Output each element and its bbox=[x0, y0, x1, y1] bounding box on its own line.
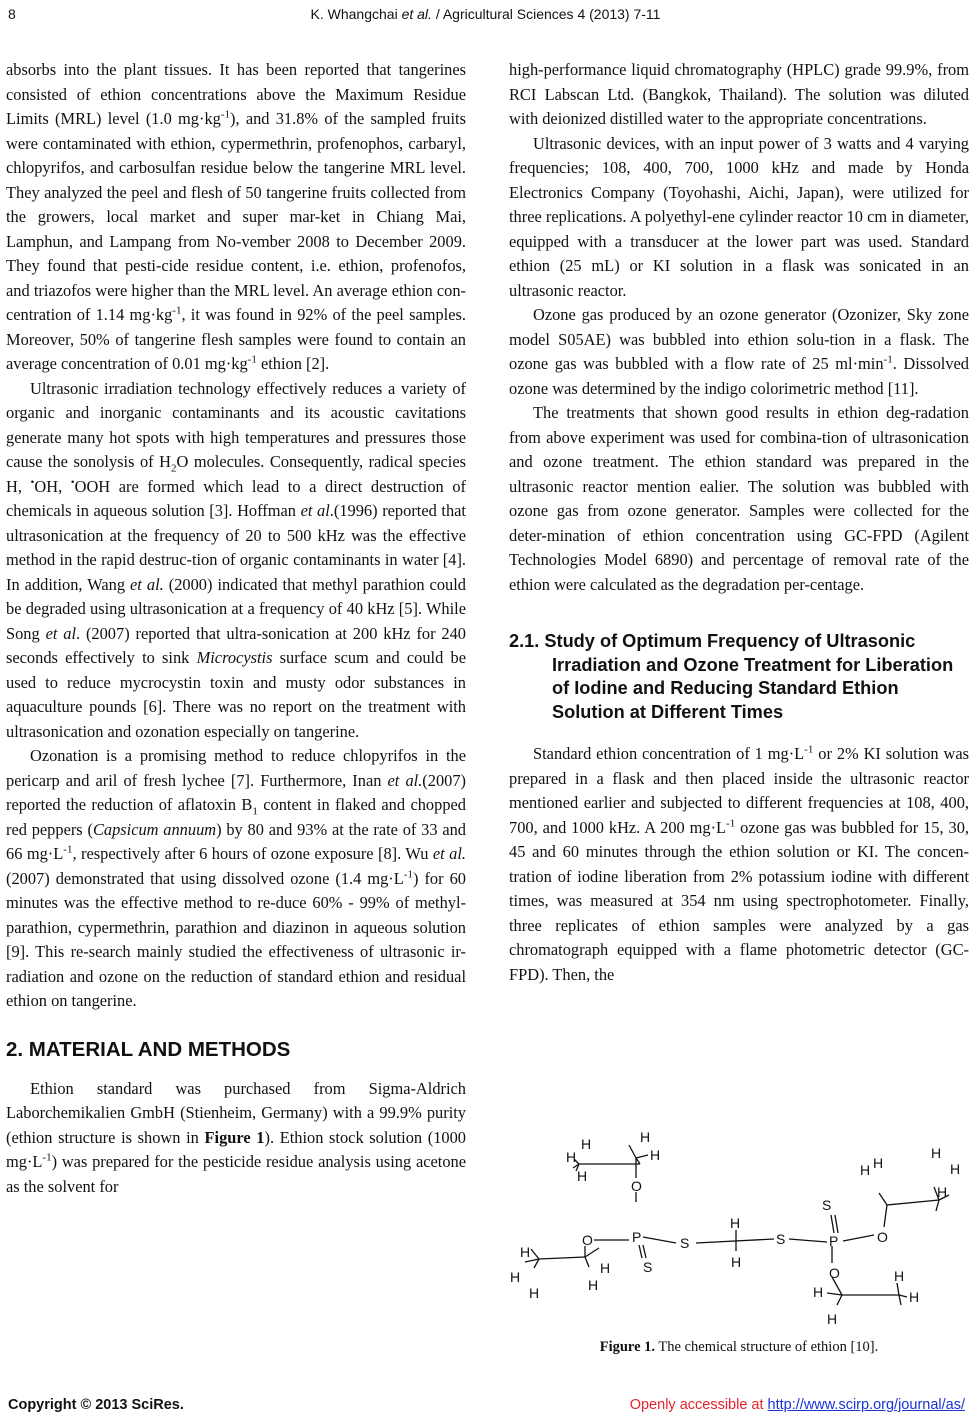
atom-h: H bbox=[650, 1147, 661, 1163]
atom-h: H bbox=[581, 1136, 592, 1152]
atom-h: H bbox=[909, 1289, 920, 1305]
atom-s: S bbox=[822, 1197, 832, 1213]
atom-p: P bbox=[632, 1229, 642, 1245]
atom-h: H bbox=[860, 1162, 871, 1178]
atom-h: H bbox=[600, 1260, 611, 1276]
atom-h: H bbox=[730, 1215, 741, 1231]
access-statement: Openly accessible at http://www.scirp.org/journal/as/ bbox=[629, 1397, 965, 1413]
atom-s: S bbox=[776, 1231, 786, 1247]
paragraph: Ozone gas produced by an ozone generator (Ozonizer, Sky zone model S05AE) was bubbled into ethion solu-tion in a flask. The ozone gas was bubbled with a flow rate of 25 $ml\cdot\min^{-1}$. Dissolved ozone was determined by the indigo colorimetric method [11]. bbox=[509, 305, 969, 398]
paragraph: Standard ethion concentration of 1 $mg\cdot L^{-1}$ or 2% KI solution was prepared in a flask and then placed inside the ultrasonic reactor mentioned earlier and subjected to different frequencies at 108, 400, 700, and 1000 kHz. A 200 $mg\cdot L^{-1}$ ozone gas was bubbled for 15, 30, 45 and 60 minutes through the ethion solution or KI. The concen-tration of iodine liberation from 2% potassium iodine with different times, was measured at 354 nm using spectrophotometer. Finally, three replicates of ethion samples were analyzed by a gas chromatograph equipped with a flame photometric detector (GC-FPD). Then, the bbox=[509, 743, 969, 984]
page-header bbox=[0, 4, 971, 26]
atom-h: H bbox=[640, 1129, 651, 1145]
atom-h: H bbox=[873, 1155, 884, 1171]
paragraph: Ethion standard was purchased from Sigma-Aldrich Laborchemikalien GmbH (Stienheim, Germany) with a 99.9% purity (ethion structure is shown in Figure 1). Ethion stock solution (1000 $mg\cdot L^{-1}$) was prepared for the pesticide residue analysis using acetone as the solvent for bbox=[6, 1078, 466, 1196]
atom-o: O bbox=[877, 1229, 888, 1245]
paragraph: Ozonation is a promising method to reduce chlopyrifos in the pericarp and aril of fresh lychee [7]. Furthermore, Inan et al.(2007) reported the reduction of aflatoxin $B_1$ content in flaked and chopped red peppers (Capsicum annuum) by 80 and 93% at the rate of 33 and 66 $mg\cdot L^{-1}$, respectively after 6 hours of ozone exposure [8]. Wu et al. (2007) demonstrated that using dissolved ozone (1.4 $mg\cdot L^{-1}$) for 60 minutes was the effective method to re-duce 60% - 99% of methyl-parathion, cypermethrin, parathion and diazinon in aqueous solution [9]. This re-search mainly studied the effectiveness of ultrasonic ir-radiation and ozone on the reduction of standard ethion and residual ethion on tangerine. bbox=[6, 746, 467, 1010]
page-number: 8 bbox=[8, 6, 16, 22]
atom-h: H bbox=[894, 1268, 905, 1284]
copyright-notice: Copyright © 2013 SciRes. bbox=[8, 1397, 184, 1413]
journal-link[interactable]: http://www.scirp.org/journal/as/ bbox=[767, 1397, 965, 1413]
section-heading: 2. MATERIAL AND METHODS bbox=[6, 1037, 291, 1061]
atom-o: O bbox=[829, 1265, 840, 1281]
paragraph: high-performance liquid chromatography (HPLC) grade 99.9%, from RCI Labscan Ltd. (Bangkok, Thailand). The solution was diluted with deionized distilled water to the appropriate concentrations. bbox=[509, 60, 969, 128]
paragraph: Ultrasonic irradiation technology effectively reduces a variety of organic and inorganic contaminants and its acoustic cavitations generate many hot spots with high temperatures and pressures those cause the sonolysis of $H_2O$ molecules. Consequently, radical species H, •OH, •OOH are formed which lead to a direct destruction of chemicals in aqueous solution [3]. Hoffman et al.(1996) reported that ultrasonication at the frequency of 20 to 500 kHz was the effective method in the rapid destruc-tion of organic contaminants in water [4]. In addition, Wang et al. (2000) indicated that methyl parathion could be degraded using ultrasonication at a frequency of 40 kHz [5]. While Song et al. (2007) reported that ultra-sonication at 200 kHz for 240 seconds effectively to sink Microcystis surface scum and could be used to reduce mycrocystin toxin and musty odor substances in aquaculture pounds [6]. There was no report on the treatment with ultrasonication and ozonation especially on tangerine. bbox=[6, 378, 466, 741]
left-column bbox=[6, 58, 466, 1199]
atom-h: H bbox=[931, 1145, 942, 1161]
atom-h: H bbox=[588, 1277, 599, 1293]
atom-p: P bbox=[829, 1233, 839, 1249]
running-head: K. Whangchai et al. / Agricultural Sciences 4 (2013) 7-11 bbox=[310, 6, 661, 22]
paragraph: absorbs into the plant tissues. It has been reported that tangerines consisted of ethion concentrations above the Maximum Residue Limits (MRL) level (1.0 $mg\cdot kg^{-1}$), and 31.8% of the sampled fruits were contaminated with ethion, cypermethrin, profenophos, carbaryl, chlopyrifos, and carbosulfan residue below the tangerine MRL level. They analyzed the peel and flesh of 50 tangerine fruits collected from the growers, local market and super mar-ket in Chiang Mai, Lamphun, and Lampang from No-vember 2008 to December 2009. They found that pesti-cide residue content, i.e. ethion, profenofos, and triazofos were higher than the MRL level. An average ethion con-centration of 1.14 $mg\cdot kg^{-1}$, it was found in 92% of the peel samples. Moreover, 50% of tangerine flesh samples were found to contain an average concentration of 0.01 $mg\cdot kg^{-1}$ ethion [2]. bbox=[6, 60, 466, 373]
subsection-heading: 2.1. Study of Optimum Frequency of Ultrasonic Irradiation and Ozone Treatment for Liberation of Iodine and Reducing Standard Ethion Solution at Different Times bbox=[509, 631, 954, 722]
atom-h: H bbox=[827, 1311, 838, 1327]
atom-h: H bbox=[520, 1244, 531, 1260]
figure-caption: Figure 1. The chemical structure of ethion [10]. bbox=[599, 1339, 879, 1355]
atom-s: S bbox=[643, 1259, 653, 1275]
atom-h: H bbox=[510, 1269, 521, 1285]
atom-h: H bbox=[813, 1284, 824, 1300]
atom-o: O bbox=[582, 1232, 593, 1248]
paragraph: The treatments that shown good results in ethion deg-radation from above experiment was used for combina-tion of ultrasonication and ozone treatment. The ethion standard was prepared in the ultrasonic reactor mention ealier. The solution was bubbled with ozone gas from ozone generator. Samples were collected for the deter-mination of ethion concentration using GC-FPD (Agilent Technologies Model 6890) and percentage of removal rate of the ethion were calculated as the degradation per-centage. bbox=[509, 403, 969, 594]
atom-h: H bbox=[950, 1161, 961, 1177]
atom-h: H bbox=[731, 1254, 742, 1270]
atom-s: S bbox=[680, 1235, 690, 1251]
atom-labels bbox=[510, 1129, 960, 1327]
atom-h: H bbox=[529, 1285, 540, 1301]
right-column bbox=[509, 58, 969, 987]
atom-h: H bbox=[566, 1149, 577, 1165]
atom-o: O bbox=[631, 1178, 642, 1194]
ethion-structure-figure bbox=[509, 1115, 969, 1327]
atom-h: H bbox=[937, 1184, 948, 1200]
paragraph: Ultrasonic devices, with an input power of 3 watts and 4 varying frequencies; 108, 400, 700, 1000 kHz and made by Honda Electronics Company (Toyohashi, Aichi, Japan), were utilized for three replications. A polyethyl-ene cylinder reactor 10 cm in diameter, equipped with a transducer at the lower part was used. Standard ethion (25 mL) or KI solution in a flask was sonicated in an ultrasonic reactor. bbox=[509, 133, 969, 300]
atom-h: H bbox=[577, 1168, 588, 1184]
